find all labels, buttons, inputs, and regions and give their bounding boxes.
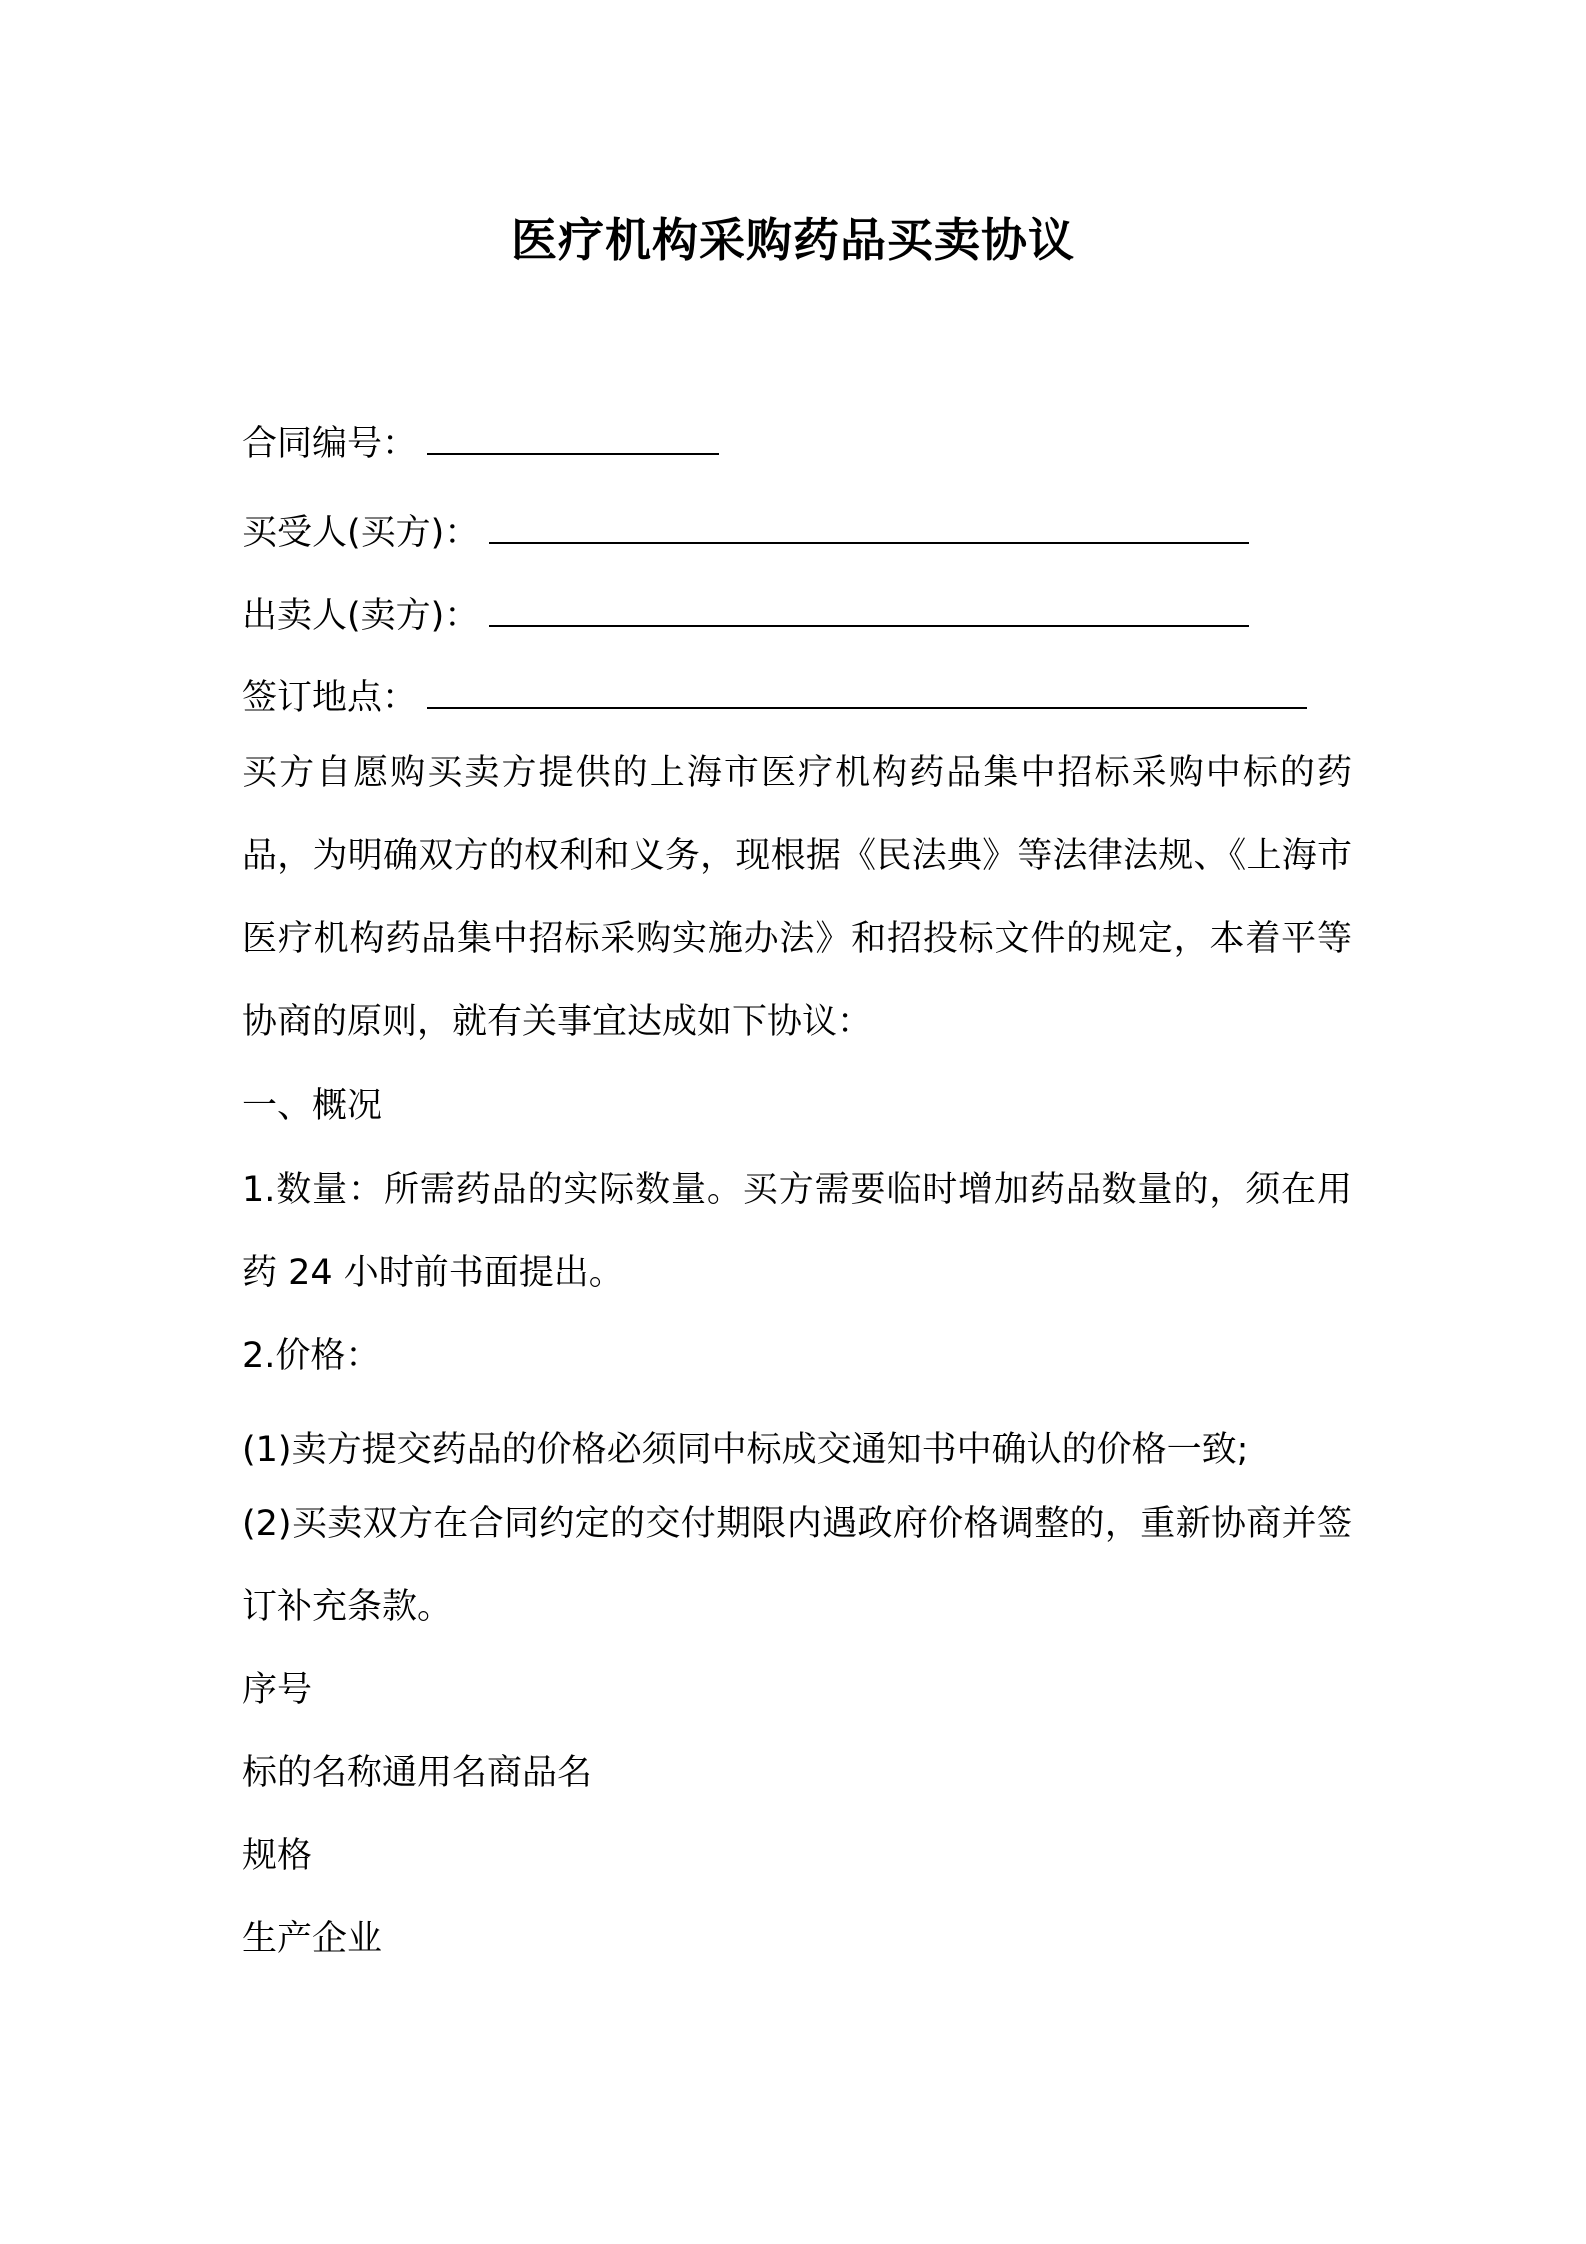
price-clause-1: (1)卖方提交药品的价格必须同中标成交通知书中确认的价格一致; <box>242 1430 1249 1470</box>
table-header-manufacturer: 生产企业 <box>242 1919 383 1959</box>
contract-number-blank <box>427 415 719 455</box>
quantity-clause: 1.数量：所需药品的实际数量。买方需要临时增加药品数量的，须在用药 24 小时前书面提出。 <box>242 1170 1352 1293</box>
seller-blank <box>489 587 1249 627</box>
section-heading-overview: 一、概况 <box>242 1086 383 1126</box>
signing-place-label: 签订地点： <box>242 678 418 718</box>
seller-field <box>242 587 1249 640</box>
signing-place-field <box>242 669 1307 722</box>
contract-number-field <box>242 415 719 468</box>
buyer-blank <box>489 504 1249 544</box>
signing-place-blank <box>427 669 1307 709</box>
seller-label: 出卖人(卖方)： <box>242 596 480 636</box>
intro-paragraph: 买方自愿购买卖方提供的上海市医疗机构药品集中招标采购中标的药品，为明确双方的权利和义务，现根据《民法典》等法律法规、《上海市医疗机构药品集中招标采购实施办法》和招投标文件的规定，本着平等协商的原则，就有关事宜达成如下协议： <box>242 753 1352 1042</box>
table-header-name: 标的名称通用名商品名 <box>242 1753 593 1793</box>
buyer-label: 买受人(买方)： <box>242 513 480 553</box>
document-title: 医疗机构采购药品买卖协议 <box>511 213 1075 267</box>
table-header-spec: 规格 <box>242 1836 313 1876</box>
contract-number-label: 合同编号： <box>242 424 418 464</box>
table-header-serial: 序号 <box>242 1670 313 1710</box>
buyer-field <box>242 504 1249 557</box>
price-clause-2: (2)买卖双方在合同约定的交付期限内遇政府价格调整的，重新协商并签订补充条款。 <box>242 1504 1352 1627</box>
price-heading: 2.价格： <box>242 1336 381 1376</box>
